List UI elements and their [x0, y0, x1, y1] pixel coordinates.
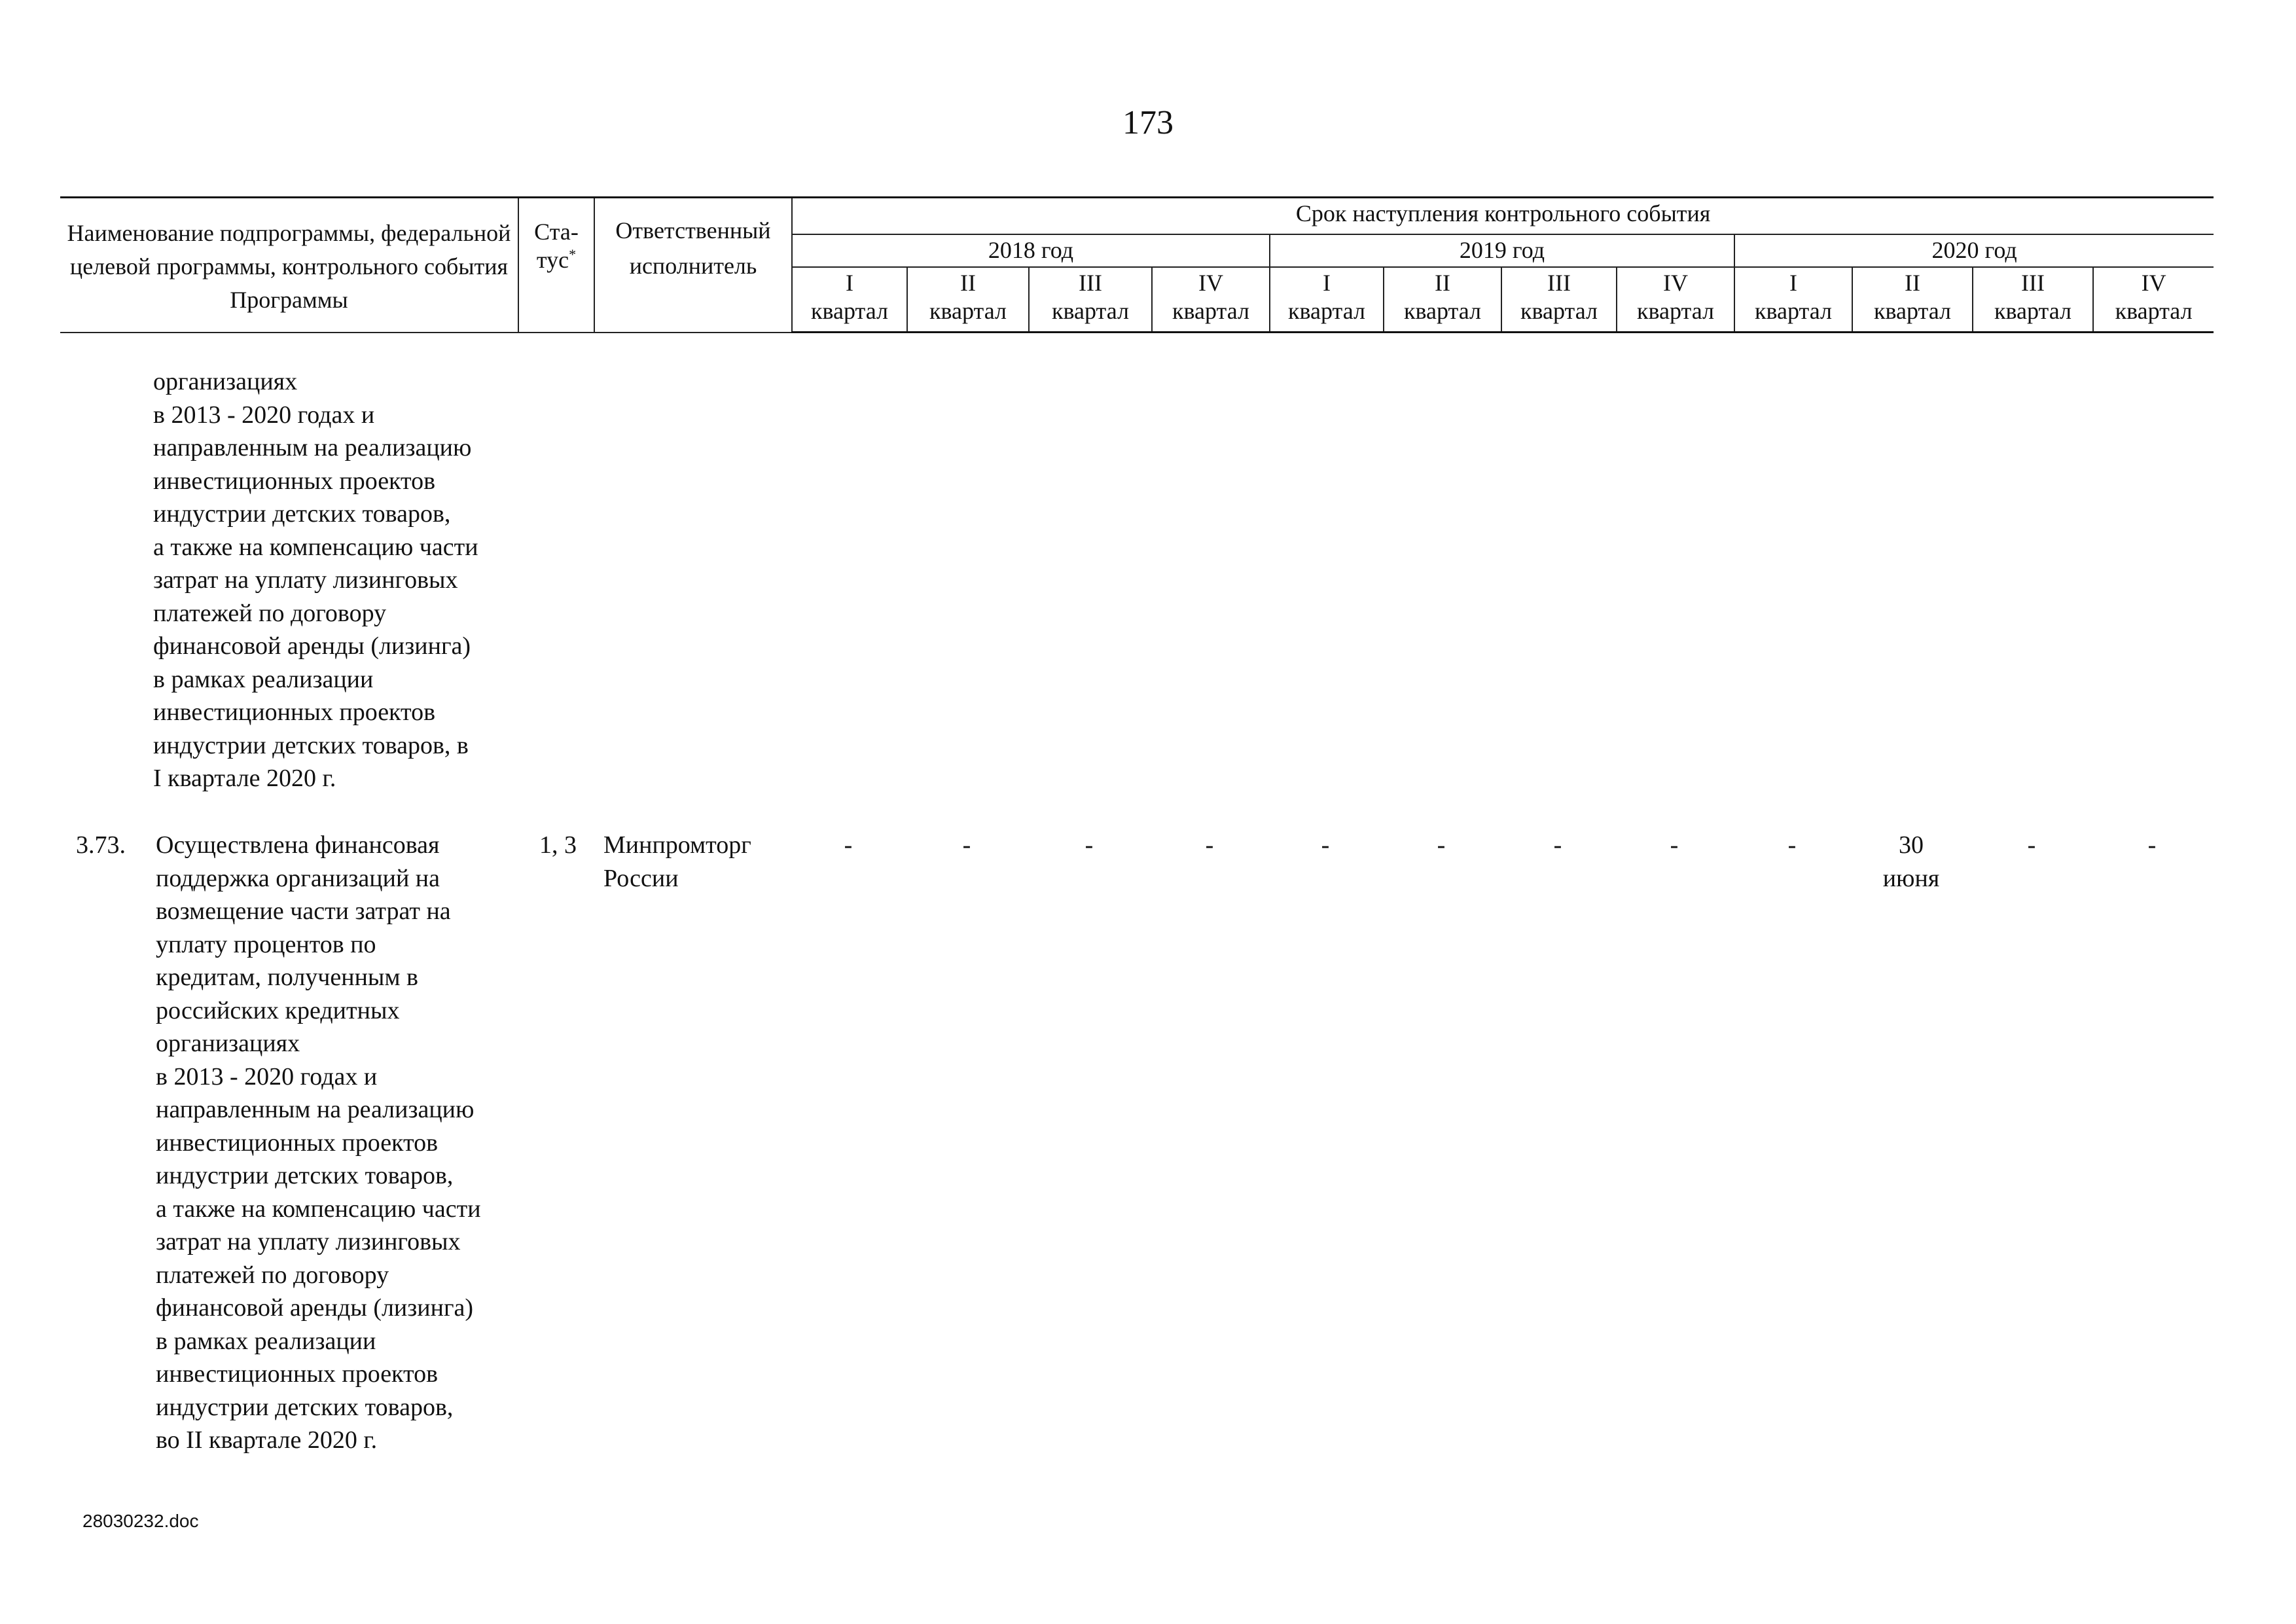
- header-responsible-column: [594, 198, 792, 333]
- continued-event-text: организациях в 2013 - 2020 годах и направленным на реализацию инвестиционных проектов индустрии детских товаров, а также на компенсацию части затрат на уплату лизинговых платежей по договору финансовой аренды (лизинга) в рамках реализации инвестиционных проектов индустрии детских товаров, в I квартале 2020 г.: [153, 368, 478, 792]
- header-year-2020: 2020 год: [1734, 234, 2214, 267]
- row-cell-2018-q2: -: [962, 831, 971, 859]
- row-cell-2020-q2: 30 июня: [1882, 831, 1940, 892]
- header-quarter: II квартал: [1384, 267, 1501, 333]
- header-quarter: IV квартал: [2093, 267, 2214, 333]
- row-responsible: Минпромторг России: [603, 831, 751, 892]
- row-cell-2020-q1: -: [1787, 831, 1797, 859]
- header-deadline: Срок наступления контрольного события: [792, 198, 2214, 234]
- row-status: 1, 3: [539, 831, 577, 859]
- header-quarter: III квартал: [1501, 267, 1617, 333]
- header-name-column: Наименование подпрограммы, федеральной целевой программы, контрольного события Программы: [60, 198, 518, 333]
- row-cell-2019-q2: -: [1437, 831, 1446, 859]
- row-cell-2020-q3: -: [2027, 831, 2036, 859]
- row-cell-2019-q3: -: [1553, 831, 1562, 859]
- footer-filename: 28030232.doc: [82, 1511, 199, 1531]
- header-quarter: III квартал: [1029, 267, 1152, 333]
- header-quarter: I квартал: [1270, 267, 1384, 333]
- header-quarter: I квартал: [1734, 267, 1852, 333]
- header-status-mark: *: [569, 246, 577, 263]
- page-number: 173: [1122, 104, 1174, 141]
- header-year-2018: 2018 год: [792, 234, 1270, 267]
- row-cell-2019-q4: -: [1670, 831, 1679, 859]
- header-responsible-line2: исполнитель: [629, 253, 757, 279]
- header-responsible-line1: Ответственный: [615, 217, 771, 244]
- header-quarter: IV квартал: [1617, 267, 1734, 333]
- header-status-label: Ста-тус: [534, 219, 579, 274]
- header-quarter: I квартал: [792, 267, 907, 333]
- row-event-name: Осуществлена финансовая поддержка организаций на возмещение части затрат на уплату процентов по кредитам, полученным в российских кредитных организациях в 2013 - 2020 годах и направленным на реализацию инвестиционных проектов индустрии детских товаров, а также на компенсацию части затрат на уплату лизинговых платежей по договору финансовой аренды (лизинга) в рамках реализации инвестиционных проектов индустрии детских товаров, во II квартале 2020 г.: [156, 831, 481, 1454]
- row-cell-2018-q1: -: [844, 831, 853, 859]
- header-year-2019: 2019 год: [1270, 234, 1734, 267]
- header-quarter: II квартал: [907, 267, 1029, 333]
- header-status-column: [518, 198, 594, 333]
- row-cell-2019-q1: -: [1321, 831, 1330, 859]
- row-cell-2018-q3: -: [1085, 831, 1094, 859]
- row-number: 3.73.: [76, 831, 126, 859]
- row-cell-2020-q4: -: [2147, 831, 2157, 859]
- header-quarter: III квартал: [1973, 267, 2093, 333]
- header-quarter: IV квартал: [1152, 267, 1270, 333]
- table-header: [60, 196, 2214, 333]
- row-cell-2018-q4: -: [1205, 831, 1214, 859]
- header-quarter: II квартал: [1852, 267, 1973, 333]
